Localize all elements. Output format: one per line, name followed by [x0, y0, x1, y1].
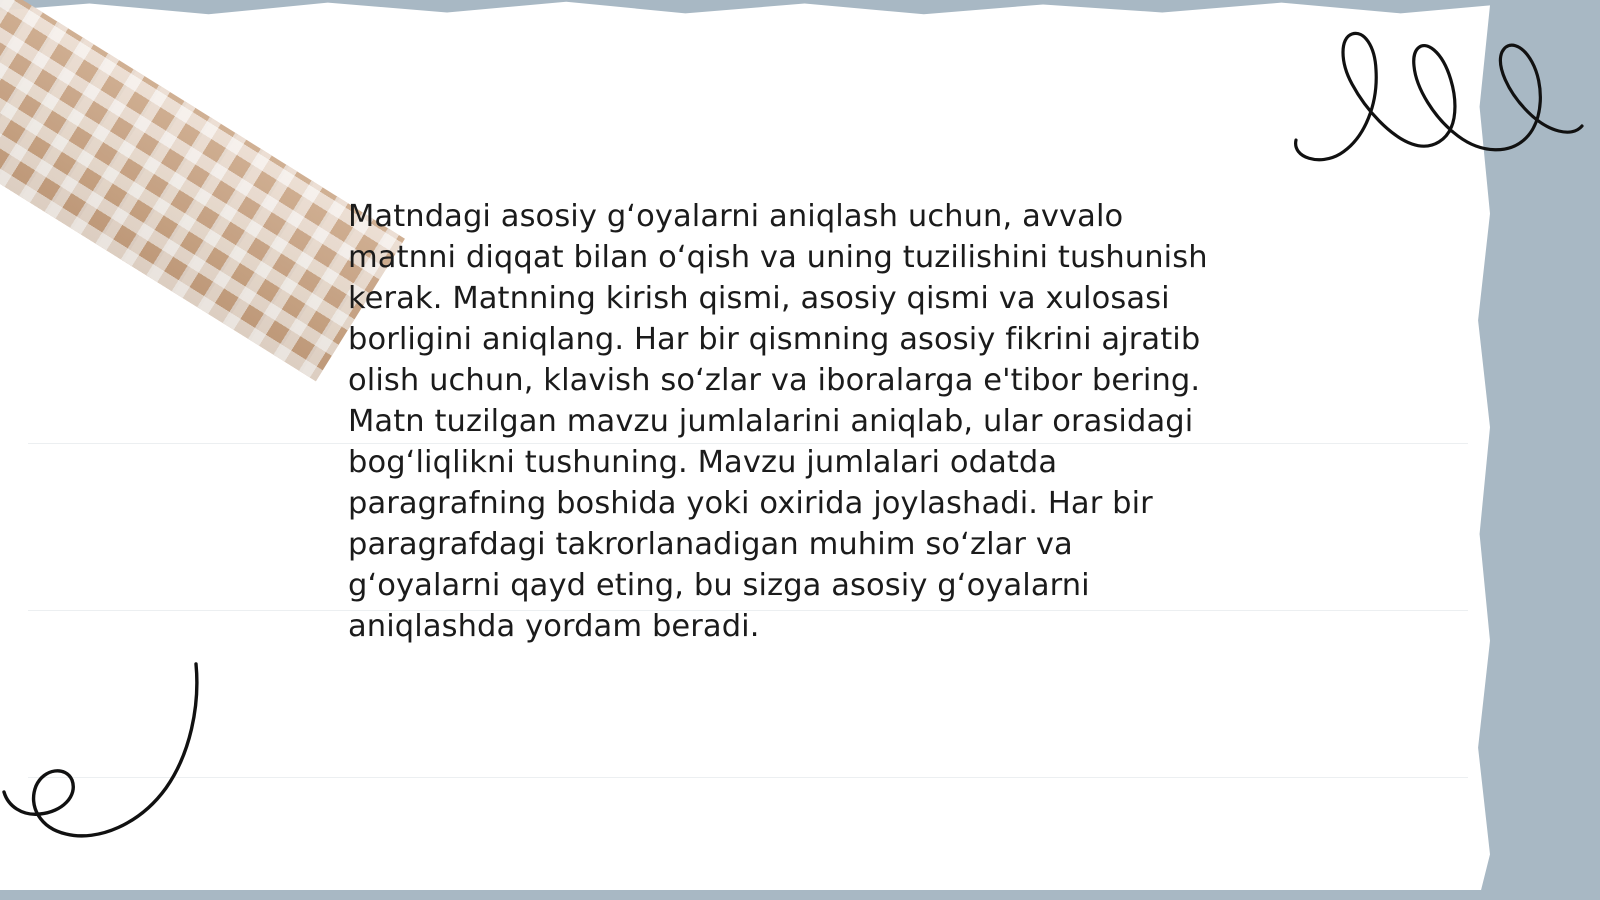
slide-body-paragraph: Matndagi asosiy g‘oyalarni aniqlash uchun, avvalo matnni diqqat bilan o‘qish va uning tuzilishini tushunish kerak. Matnning kirish qismi, asosiy qismi va xulosasi borligini aniqlang. Har bir qismning asosiy fikrini ajratib olish uchun, klavish so‘zlar va iboralarga e'tibor bering. Matn tuzilgan mavzu jumlalarini aniqlab, ular orasidagi bog‘liqlikni tushuning. Mavzu jumlalari odatda paragrafning boshida yoki oxirida joylashadi. Har bir paragrafdagi takrorlanadigan muhim so‘zlar va g‘oyalarni qayd eting, bu sizga asosiy g‘oyalarni aniqlashda yordam beradi.: [348, 199, 1218, 645]
paper-rule-line: [28, 777, 1468, 778]
